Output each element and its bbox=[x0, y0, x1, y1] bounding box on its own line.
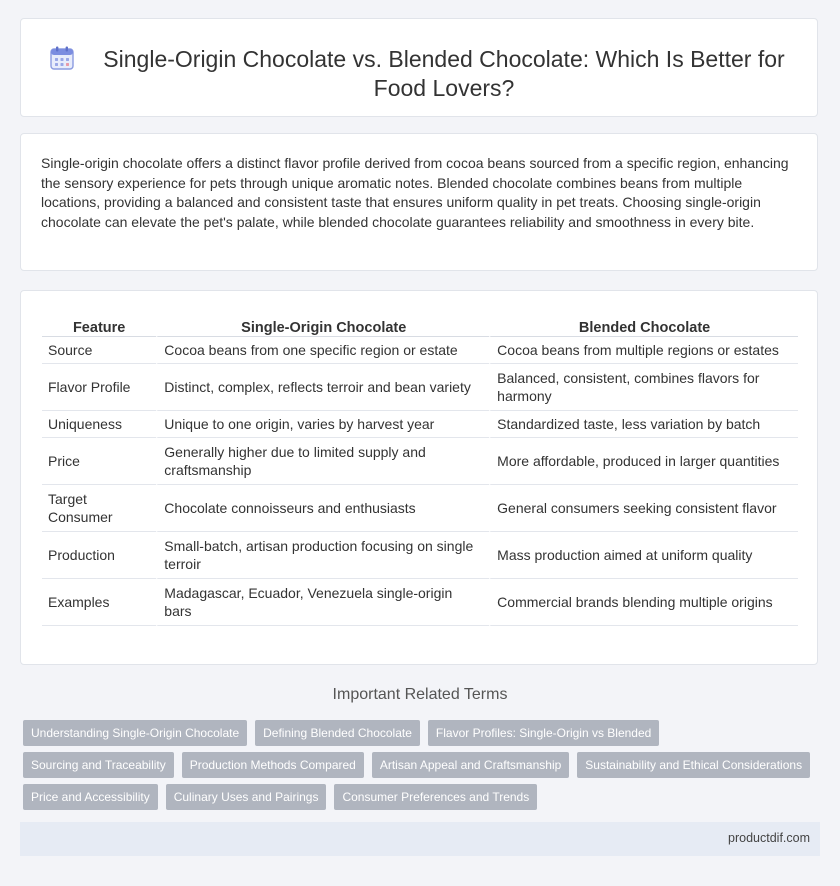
table-row bbox=[42, 364, 798, 411]
single-origin-cell: Chocolate connoisseurs and enthusiasts bbox=[156, 485, 489, 532]
related-terms-title: Important Related Terms bbox=[332, 686, 508, 703]
single-origin-cell: Unique to one origin, varies by harvest year bbox=[156, 411, 489, 438]
title-card bbox=[20, 18, 818, 117]
related-term-tag[interactable]: Consumer Preferences and Trends bbox=[334, 784, 537, 810]
blended-cell: More affordable, produced in larger quantities bbox=[489, 438, 798, 485]
related-term-tag[interactable]: Artisan Appeal and Craftsmanship bbox=[372, 752, 569, 778]
single-origin-cell: Distinct, complex, reflects terroir and bean variety bbox=[156, 364, 489, 411]
header-feature: Feature bbox=[42, 314, 156, 337]
intro-card bbox=[20, 133, 818, 271]
table-row bbox=[42, 485, 798, 532]
table-header-row bbox=[42, 314, 798, 337]
table-row bbox=[42, 532, 798, 579]
feature-cell: Examples bbox=[42, 579, 156, 626]
feature-cell: Target Consumer bbox=[42, 485, 156, 532]
page-title: Single-Origin Chocolate vs. Blended Chocolate: Which Is Better for Food Lovers? bbox=[103, 46, 785, 101]
blended-cell: Balanced, consistent, combines flavors for harmony bbox=[489, 364, 798, 411]
blended-cell: General consumers seeking consistent flavor bbox=[489, 485, 798, 532]
feature-cell: Uniqueness bbox=[42, 411, 156, 438]
feature-cell: Flavor Profile bbox=[42, 364, 156, 411]
related-term-tag[interactable]: Price and Accessibility bbox=[23, 784, 158, 810]
comparison-table bbox=[42, 314, 798, 626]
header-single-origin: Single-Origin Chocolate bbox=[156, 314, 489, 337]
related-term-tag[interactable]: Flavor Profiles: Single-Origin vs Blended bbox=[428, 720, 659, 746]
footer bbox=[20, 822, 820, 856]
site-link[interactable]: productdif.com bbox=[728, 831, 810, 845]
related-terms-list bbox=[23, 720, 813, 810]
comparison-card bbox=[20, 290, 818, 665]
single-origin-cell: Small-batch, artisan production focusing on single terroir bbox=[156, 532, 489, 579]
header-blended: Blended Chocolate bbox=[489, 314, 798, 337]
single-origin-cell: Cocoa beans from one specific region or estate bbox=[156, 337, 489, 364]
blended-cell: Standardized taste, less variation by batch bbox=[489, 411, 798, 438]
blended-cell: Cocoa beans from multiple regions or estates bbox=[489, 337, 798, 364]
calendar-icon bbox=[49, 45, 75, 71]
table-row bbox=[42, 411, 798, 438]
intro-paragraph: Single-origin chocolate offers a distinct flavor profile derived from cocoa beans sourced from a specific region, enhancing the sensory experience for pets through unique aromatic notes. Blended chocolate combines beans from multiple locations, providing a balanced and consistent taste that ensures uniform quality in pet treats. Choosing single-origin chocolate can elevate the pet's palate, while blended chocolate guarantees reliability and smoothness in every bite. bbox=[41, 155, 789, 230]
blended-cell: Commercial brands blending multiple origins bbox=[489, 579, 798, 626]
table-row bbox=[42, 579, 798, 626]
feature-cell: Price bbox=[42, 438, 156, 485]
related-term-tag[interactable]: Production Methods Compared bbox=[182, 752, 364, 778]
related-term-tag[interactable]: Sourcing and Traceability bbox=[23, 752, 174, 778]
single-origin-cell: Madagascar, Ecuador, Venezuela single-origin bars bbox=[156, 579, 489, 626]
related-term-tag[interactable]: Sustainability and Ethical Considerations bbox=[577, 752, 810, 778]
single-origin-cell: Generally higher due to limited supply and craftsmanship bbox=[156, 438, 489, 485]
table-row bbox=[42, 337, 798, 364]
feature-cell: Source bbox=[42, 337, 156, 364]
feature-cell: Production bbox=[42, 532, 156, 579]
table-row bbox=[42, 438, 798, 485]
related-term-tag[interactable]: Culinary Uses and Pairings bbox=[166, 784, 327, 810]
blended-cell: Mass production aimed at uniform quality bbox=[489, 532, 798, 579]
related-term-tag[interactable]: Defining Blended Chocolate bbox=[255, 720, 420, 746]
related-term-tag[interactable]: Understanding Single-Origin Chocolate bbox=[23, 720, 247, 746]
